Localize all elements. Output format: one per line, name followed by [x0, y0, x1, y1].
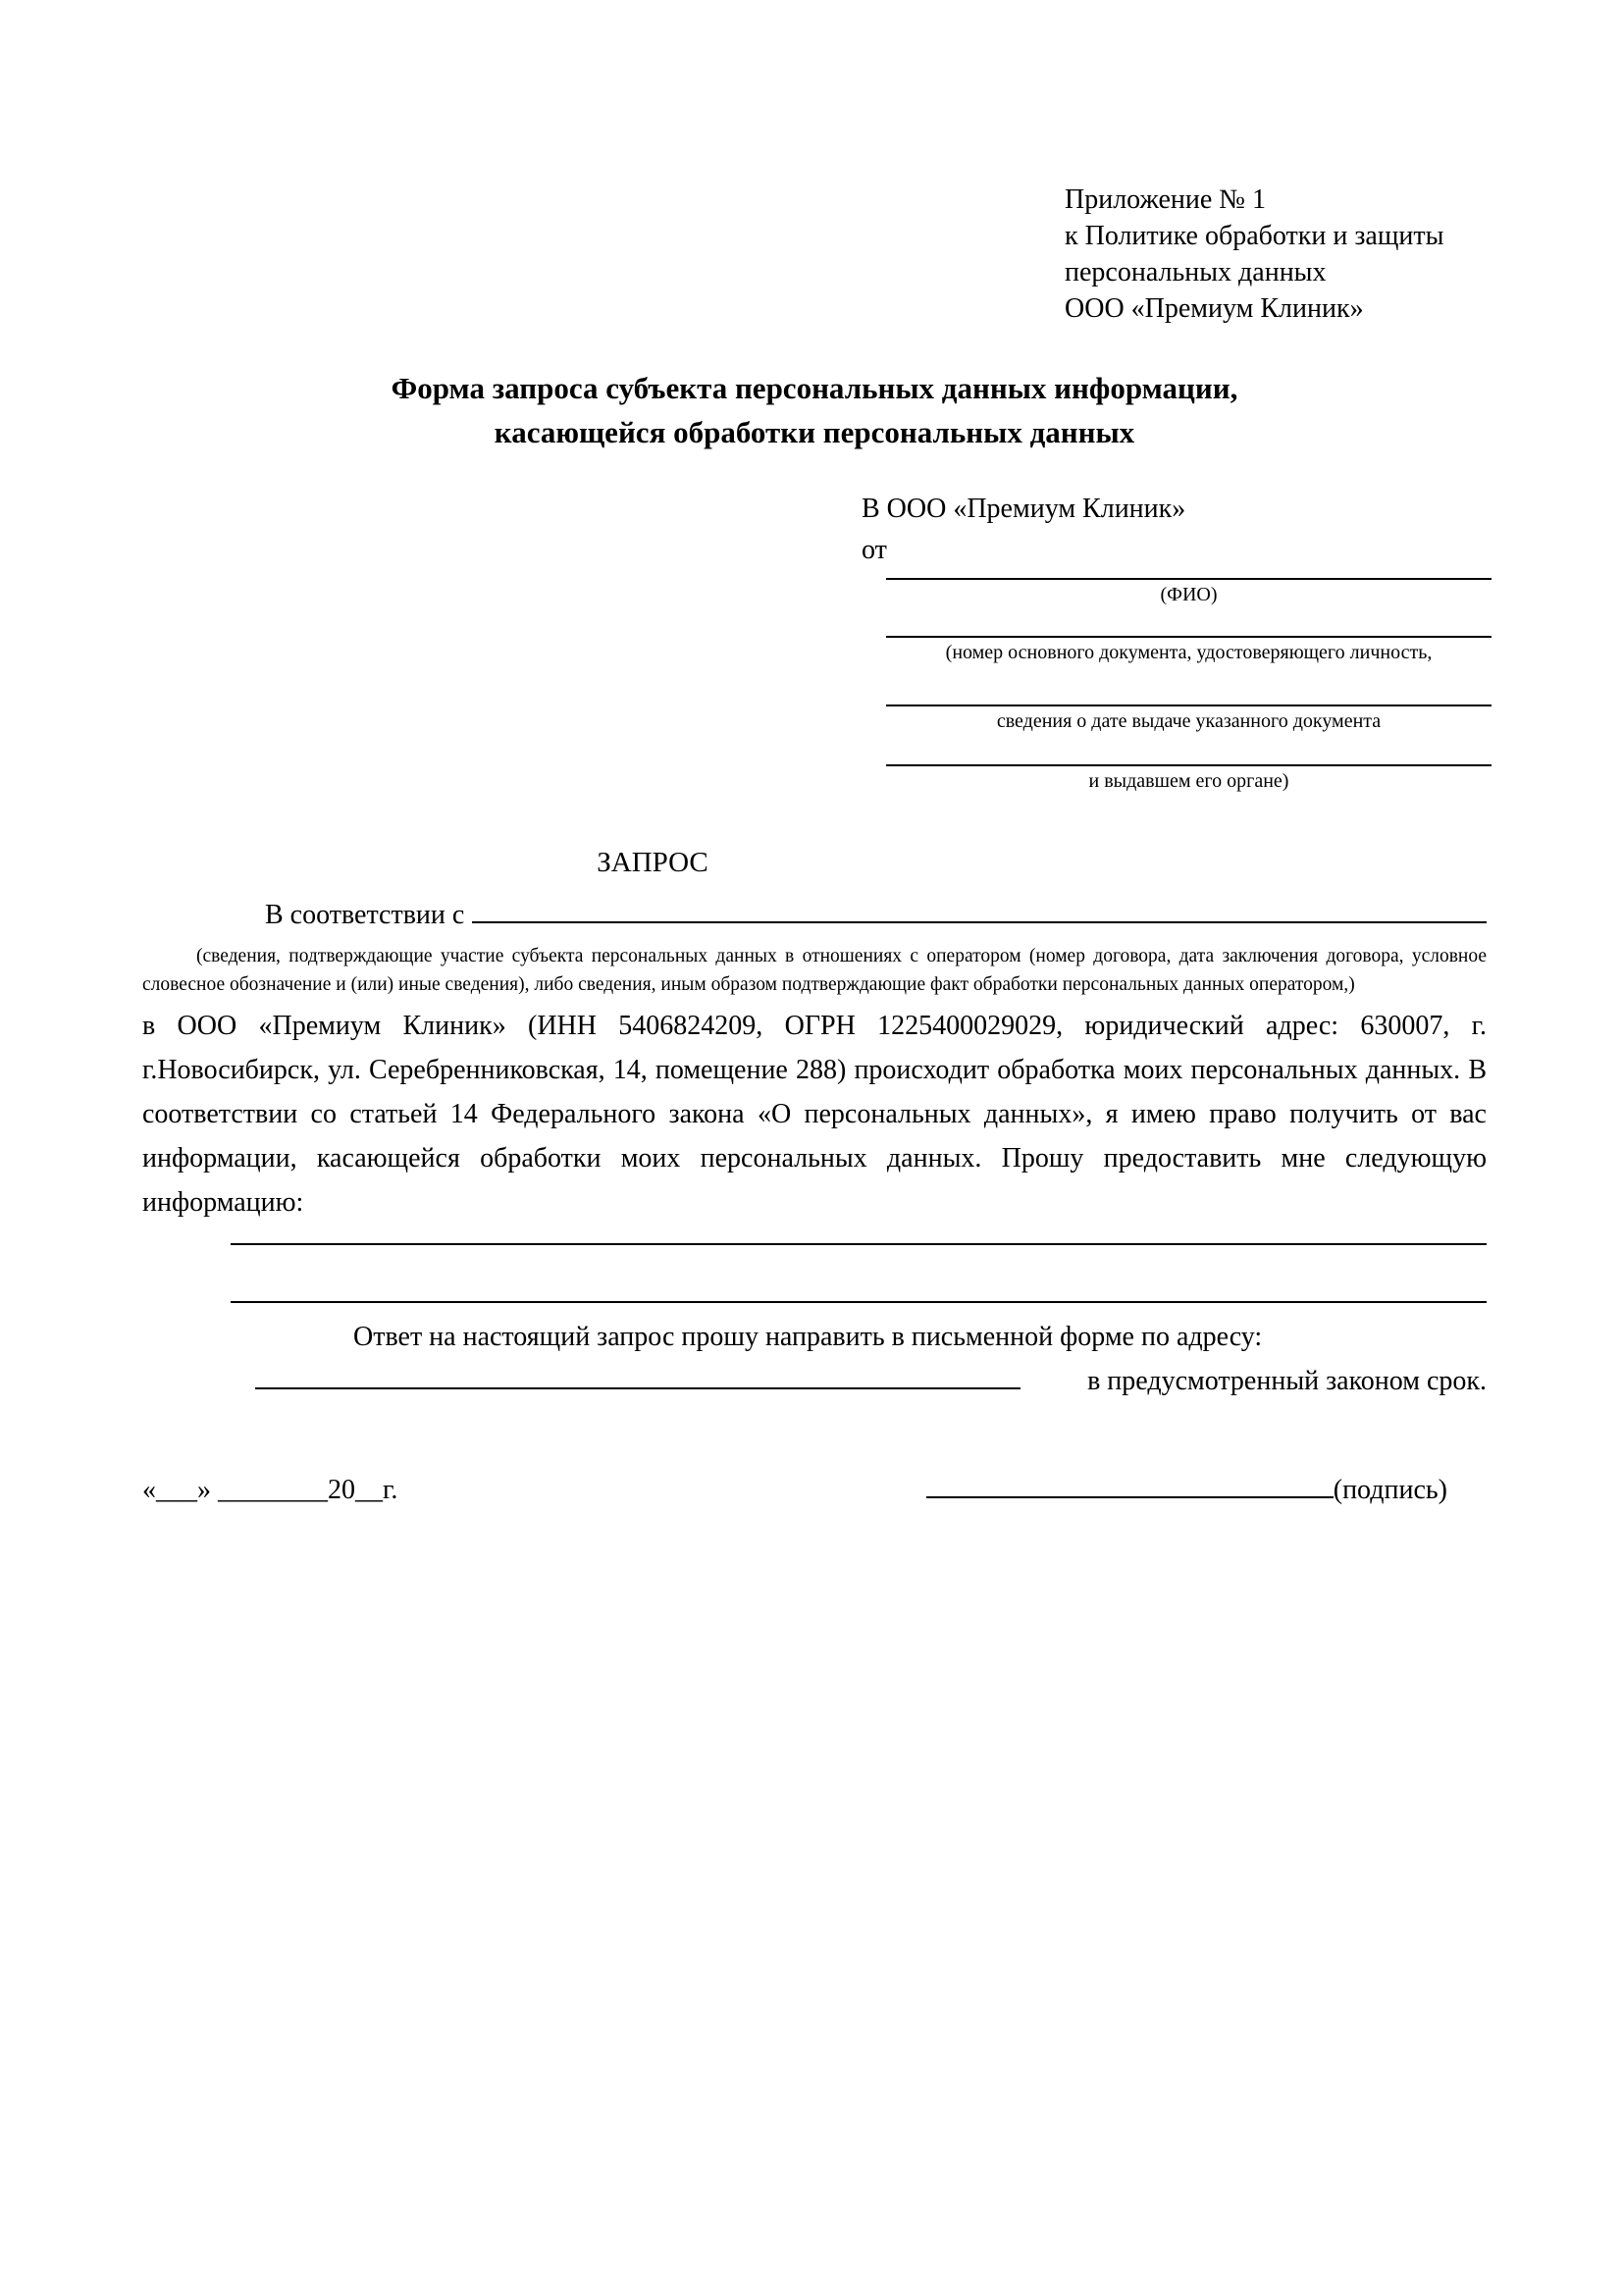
reply-address-row	[142, 1358, 1487, 1402]
fio-caption: (ФИО)	[1160, 584, 1218, 605]
title-line-1: Форма запроса субъекта персональных данных информации,	[391, 371, 1238, 405]
request-heading: ЗАПРОС	[597, 847, 708, 878]
issuing-authority-field	[886, 734, 1492, 794]
addressee-from-label: от	[862, 535, 887, 565]
addressee-organization: В ООО «Премиум Клиник»	[862, 494, 1186, 524]
issuing-authority-caption: и выдавшем его органе)	[1088, 770, 1289, 792]
address-blank-line[interactable]	[255, 1358, 1021, 1389]
information-blank-line-2[interactable]	[231, 1301, 1487, 1303]
document-number-caption: (номер основного документа, удостоверяющего личность,	[945, 642, 1433, 663]
addressee-block	[862, 490, 1492, 794]
date-blank-line[interactable]: «___» ________20__г.	[142, 1475, 398, 1505]
accordance-row	[142, 888, 1487, 935]
reply-paragraph: Ответ на настоящий запрос прошу направить в письменной форме по адресу:	[353, 1322, 1263, 1352]
issuing-authority-blank-line[interactable]	[886, 734, 1492, 766]
appendix-line-4: ООО «Премиум Клиник»	[1065, 293, 1364, 324]
fio-blank-line[interactable]	[886, 570, 1492, 580]
appendix-line-3: персональных данных	[1065, 257, 1327, 287]
accordance-prefix: В соответствии с	[265, 900, 465, 930]
issue-date-blank-line[interactable]	[886, 665, 1492, 706]
information-blank-line-1[interactable]	[231, 1243, 1487, 1245]
signature-group	[926, 1467, 1447, 1510]
accordance-footnote: (сведения, подтверждающие участие субъекта персональных данных в отношениях с оператором (номер договора, дата заключения договора, условное словесное обозначение и (или) иные сведения), либо сведения, иным образом подтверждающие факт обработки персональных данных оператором,)	[142, 946, 1487, 995]
request-body-paragraph: в ООО «Премиум Клиник» (ИНН 5406824209, ОГРН 1225400029029, юридический адрес: 630007, г. г.Новосибирск, ул. Серебренниковская, 14, помещение 288) происходит обработка моих персональных данных. В соответствии со статьей 14 Федерального закона «О персональных данных», я имею право получить от вас информации, касающейся обработки моих персональных данных. Прошу предоставить мне следующую информацию:	[142, 1011, 1487, 1218]
appendix-line-2: к Политике обработки и защиты	[1065, 221, 1444, 251]
signature-caption: (подпись)	[1333, 1475, 1447, 1505]
fio-field	[886, 570, 1492, 607]
document-title	[142, 366, 1487, 454]
document-number-field	[886, 607, 1492, 665]
title-line-2: касающейся обработки персональных данных	[494, 415, 1135, 449]
signature-blank-line[interactable]	[926, 1467, 1334, 1498]
reply-suffix: в предусмотренный законом срок.	[1087, 1366, 1487, 1396]
accordance-blank-line[interactable]	[472, 888, 1487, 923]
issue-date-caption: сведения о дате выдаче указанного документа	[996, 710, 1382, 732]
date-signature-row	[142, 1467, 1487, 1510]
appendix-block	[1065, 182, 1487, 327]
issue-date-field	[886, 665, 1492, 734]
appendix-line-1: Приложение № 1	[1065, 184, 1266, 215]
document-number-blank-line[interactable]	[886, 607, 1492, 638]
